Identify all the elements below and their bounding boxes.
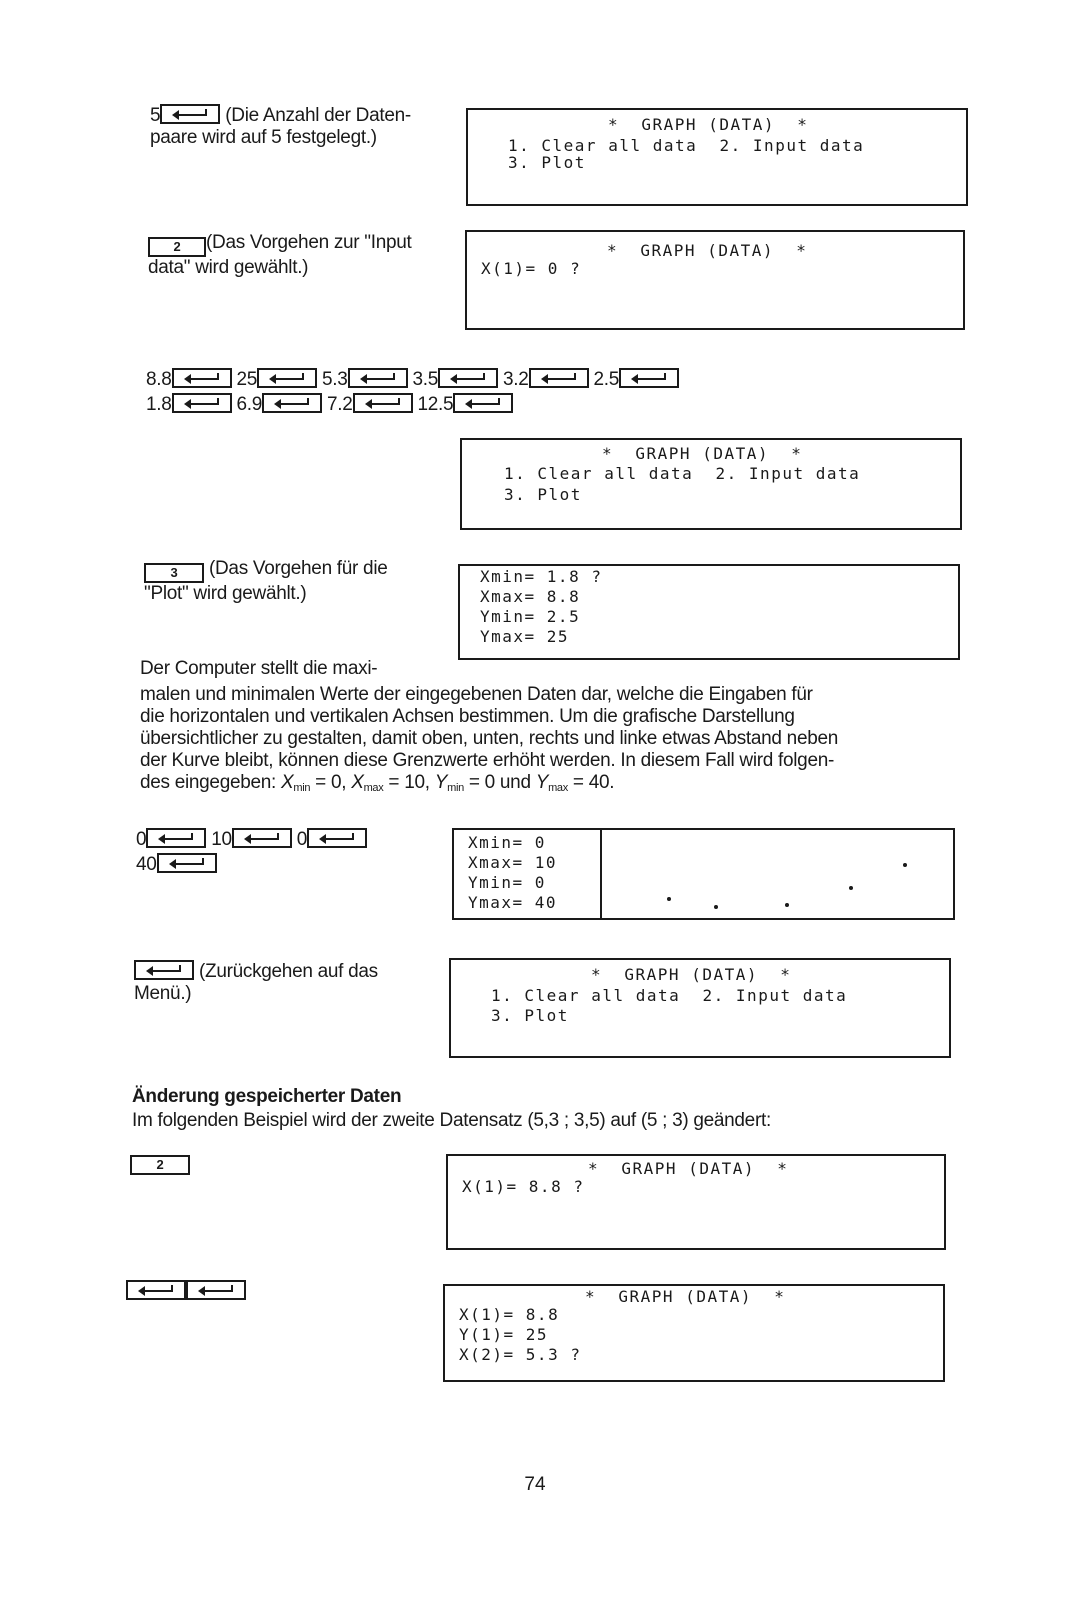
screen-line: Xmax= 8.8 bbox=[480, 587, 581, 606]
value: 6.9 bbox=[236, 394, 263, 415]
screen-line: * GRAPH (DATA) * bbox=[585, 1287, 786, 1306]
number-key-3 bbox=[144, 563, 204, 583]
step7-instruction bbox=[130, 1150, 190, 1175]
plot-point bbox=[903, 863, 907, 867]
screen-line: 1. Clear all data 2. Input data bbox=[504, 464, 861, 483]
screen-line: 3. Plot bbox=[508, 153, 586, 172]
value: 1.8 bbox=[146, 394, 172, 415]
step6-instruction bbox=[134, 960, 434, 1005]
section-heading: Änderung gespeicherter Daten bbox=[132, 1086, 402, 1107]
step4-instruction bbox=[144, 558, 444, 605]
text: = 0 und bbox=[463, 772, 536, 793]
value: 40 bbox=[136, 854, 157, 875]
calculator-screen-4 bbox=[458, 564, 960, 660]
calculator-screen-8 bbox=[443, 1284, 945, 1382]
screen-line: * GRAPH (DATA) * bbox=[591, 965, 792, 984]
screen-line: Y(1)= 25 bbox=[459, 1325, 549, 1344]
enter-key bbox=[146, 828, 206, 848]
calculator-screen-5 bbox=[452, 828, 955, 920]
value: 0 bbox=[136, 829, 147, 850]
var: Y bbox=[434, 772, 448, 793]
page-number: 74 bbox=[524, 1474, 546, 1495]
screen-line: X(1)= 8.8 bbox=[459, 1305, 560, 1324]
screen-line: 3. Plot bbox=[491, 1006, 569, 1025]
section-intro: Im folgenden Beispiel wird der zweite Datensatz (5,3 ; 3,5) auf (5 ; 3) geändert: bbox=[132, 1110, 771, 1131]
step4-desc: (Das Vorgehen für die bbox=[208, 558, 388, 579]
enter-key bbox=[157, 853, 217, 873]
var: X bbox=[281, 772, 294, 793]
screen-line: Xmax= 10 bbox=[468, 853, 558, 872]
step1-key-prefix: 5 bbox=[150, 105, 161, 126]
screen-line: * GRAPH (DATA) * bbox=[607, 241, 808, 260]
enter-key bbox=[307, 828, 367, 848]
value: 3.5 bbox=[412, 369, 439, 390]
value: 2.5 bbox=[593, 369, 620, 390]
paragraph-line-limits bbox=[140, 772, 960, 799]
screen-line: * GRAPH (DATA) * bbox=[608, 115, 809, 134]
screen-line: X(2)= 5.3 ? bbox=[459, 1345, 582, 1364]
text: = 10, bbox=[383, 772, 435, 793]
enter-key bbox=[438, 368, 498, 388]
sub: min bbox=[447, 782, 464, 794]
plot-point bbox=[714, 905, 718, 909]
number-key-2 bbox=[148, 237, 206, 257]
value: 10 bbox=[211, 829, 232, 850]
step3-input-sequence bbox=[146, 368, 679, 416]
key-label: 2 bbox=[156, 1157, 164, 1172]
paragraph-line: die horizontalen und vertikalen Achsen bestimmen. Um die grafische Darstellung bbox=[140, 706, 795, 727]
text: = 0, bbox=[310, 772, 352, 793]
enter-key bbox=[353, 393, 413, 413]
value: 25 bbox=[236, 369, 258, 390]
calculator-screen-7 bbox=[446, 1154, 946, 1250]
step5-input-sequence bbox=[136, 828, 367, 876]
value: 8.8 bbox=[146, 369, 172, 390]
screen-line: X(1)= 8.8 ? bbox=[462, 1177, 585, 1196]
calculator-screen-2 bbox=[465, 230, 965, 330]
enter-key bbox=[186, 1280, 246, 1300]
key-label: 2 bbox=[173, 239, 181, 254]
screen-line: Xmin= 0 bbox=[468, 833, 546, 852]
enter-key bbox=[262, 393, 322, 413]
number-key-2 bbox=[130, 1155, 190, 1175]
enter-key bbox=[257, 368, 317, 388]
var: Y bbox=[535, 772, 549, 793]
plot-point bbox=[849, 886, 853, 890]
explanation-paragraph bbox=[140, 658, 960, 799]
value: 0 bbox=[296, 829, 308, 850]
var: X bbox=[351, 772, 364, 793]
text: = 40. bbox=[567, 772, 615, 793]
enter-key bbox=[232, 828, 292, 848]
sub: min bbox=[293, 782, 311, 794]
plot-point bbox=[785, 903, 789, 907]
step6-desc-2: Menü.) bbox=[134, 983, 192, 1004]
value: 3.2 bbox=[503, 369, 529, 390]
calculator-screen-3 bbox=[460, 438, 962, 530]
value: 7.2 bbox=[327, 394, 353, 415]
screen-line: Ymin= 0 bbox=[468, 873, 546, 892]
screen-line: 3. Plot bbox=[504, 485, 582, 504]
step8-instruction bbox=[126, 1280, 246, 1303]
paragraph-line: der Kurve bleibt, können diese Grenzwerte erhöht werden. In diesem Fall wird folgen- bbox=[140, 750, 835, 771]
paragraph-line: Der Computer stellt die maxi- bbox=[140, 658, 378, 679]
screen-line: Ymax= 25 bbox=[480, 627, 570, 646]
screen-line: X(1)= 0 ? bbox=[481, 259, 582, 278]
calculator-screen-6 bbox=[449, 958, 951, 1058]
screen-line: Ymax= 40 bbox=[468, 893, 558, 912]
screen-line: Ymin= 2.5 bbox=[480, 607, 581, 626]
enter-key bbox=[160, 104, 220, 124]
scatter-plot-area bbox=[600, 830, 953, 918]
step1-desc-2: paare wird auf 5 festgelegt.) bbox=[150, 127, 377, 148]
step1-instruction bbox=[150, 104, 465, 149]
section-block bbox=[132, 1086, 952, 1132]
screen-line: 1. Clear all data 2. Input data bbox=[491, 986, 848, 1005]
key-label: 3 bbox=[170, 565, 178, 580]
value: 5.3 bbox=[322, 369, 348, 390]
plot-point bbox=[667, 897, 671, 901]
step2-desc-2: data" wird gewählt.) bbox=[148, 257, 309, 278]
sub: max bbox=[363, 782, 384, 794]
sub: max bbox=[548, 782, 568, 794]
screen-line: * GRAPH (DATA) * bbox=[602, 444, 803, 463]
enter-key bbox=[172, 368, 232, 388]
enter-key bbox=[126, 1280, 186, 1300]
enter-key bbox=[619, 368, 679, 388]
screen-line: Xmin= 1.8 ? bbox=[480, 567, 603, 586]
screen-line: 1. Clear all data 2. Input data bbox=[508, 136, 865, 155]
paragraph-line: übersichtlicher zu gestalten, damit oben, unten, rechts und linke etwas Abstand neben bbox=[140, 728, 839, 749]
value: 12.5 bbox=[417, 394, 454, 415]
step1-desc: (Die Anzahl der Daten- bbox=[225, 105, 411, 126]
paragraph-line: malen und minimalen Werte der eingegebenen Daten dar, welche die Eingaben für bbox=[140, 684, 813, 705]
enter-key bbox=[529, 368, 589, 388]
text: des eingegeben: bbox=[140, 772, 281, 793]
step4-desc-2: "Plot" wird gewählt.) bbox=[144, 583, 307, 604]
screen-line: * GRAPH (DATA) * bbox=[588, 1159, 789, 1178]
enter-key bbox=[172, 393, 232, 413]
step6-desc: (Zurückgehen auf das bbox=[198, 961, 378, 982]
step2-instruction bbox=[148, 232, 463, 279]
enter-key bbox=[453, 393, 513, 413]
enter-key bbox=[348, 368, 408, 388]
enter-key bbox=[134, 960, 194, 980]
calculator-screen-1 bbox=[466, 108, 968, 206]
step2-desc: (Das Vorgehen zur "Input bbox=[206, 232, 412, 253]
